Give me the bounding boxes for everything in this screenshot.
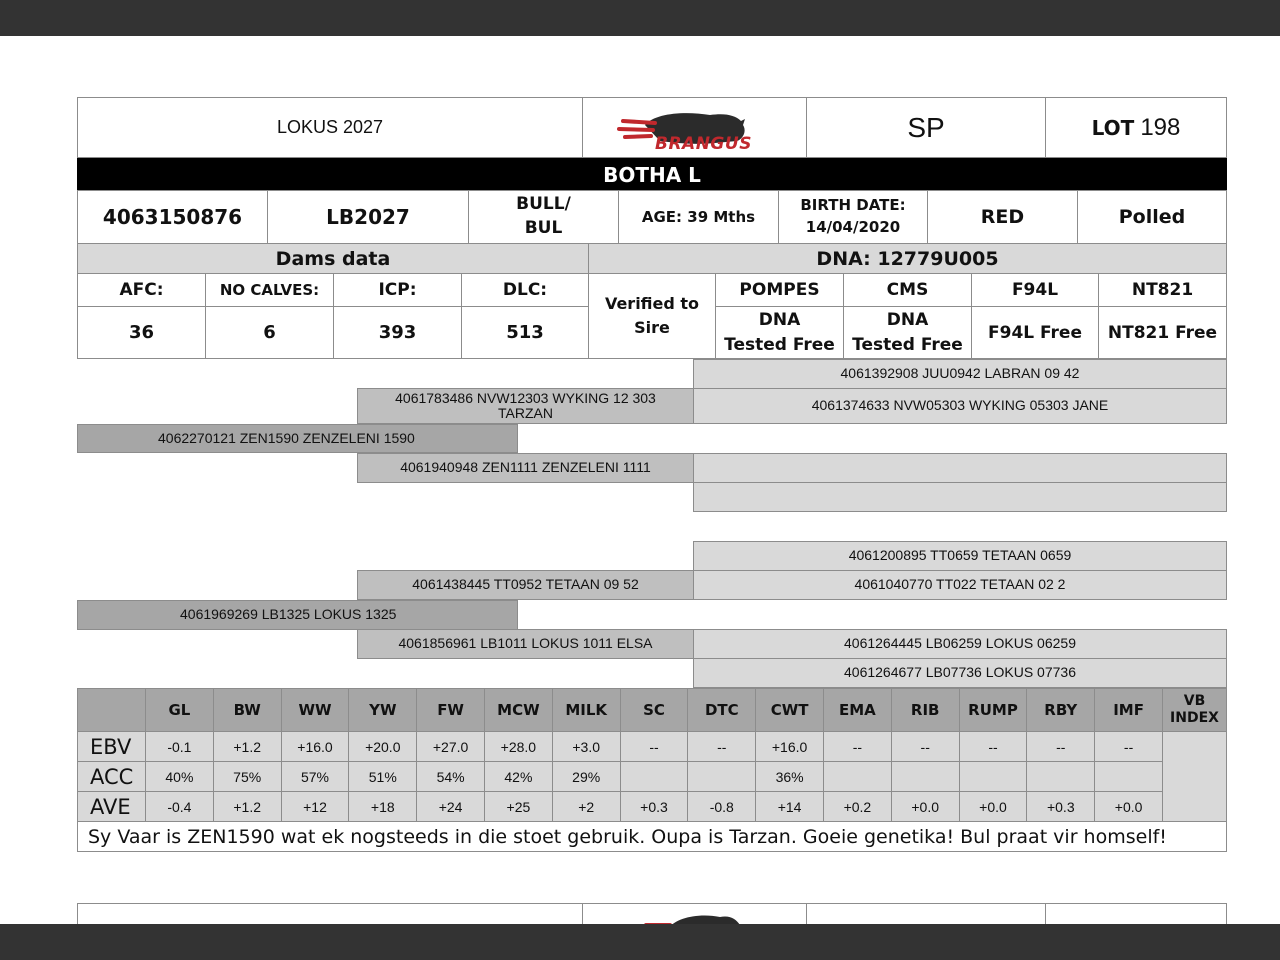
ebv-cell-text: +1.2 xyxy=(233,738,262,755)
verified-line2: Sire xyxy=(634,318,670,337)
horn-cell xyxy=(1077,190,1227,244)
breeder-name: BOTHA L xyxy=(603,162,701,187)
ebv-column-header-text: FW xyxy=(437,701,464,719)
ebv-column-header-text: GL xyxy=(168,701,191,719)
animal-name: LOKUS 2027 xyxy=(276,117,384,137)
ebv-cell xyxy=(891,731,960,762)
test-result-cms xyxy=(843,306,972,359)
ebv-row-label-text: AVE xyxy=(90,794,131,819)
ebv-cell xyxy=(755,791,824,822)
ebv-column-header-text: MILK xyxy=(565,701,608,719)
pedigree-text: 4061856961 LB1011 LOKUS 1011 ELSA xyxy=(398,635,653,652)
dlc-label-cell xyxy=(461,273,589,307)
ebv-column-header-text: CWT xyxy=(770,701,809,719)
pedigree-text: 4061264445 LB06259 LOKUS 06259 xyxy=(844,635,1076,652)
ebv-column-header xyxy=(1094,688,1163,732)
brangus-logo xyxy=(615,103,775,153)
horn-status: Polled xyxy=(1118,206,1186,228)
ebv-cell xyxy=(959,791,1028,822)
test-result-line1: DNA xyxy=(886,309,929,330)
ebv-cell xyxy=(213,791,282,822)
ebv-header-corner xyxy=(77,688,146,732)
ebv-cell-text: +3.0 xyxy=(572,738,601,755)
ebv-cell-text: +16.0 xyxy=(297,738,333,755)
ebv-column-header xyxy=(755,688,824,732)
ebv-cell xyxy=(891,791,960,822)
ebv-cell xyxy=(823,791,892,822)
dna-label: DNA: 12779U005 xyxy=(816,247,999,270)
pedigree-sire-dam xyxy=(357,453,694,483)
ebv-column-header xyxy=(959,688,1028,732)
ebv-column-header xyxy=(891,688,960,732)
ebv-cell xyxy=(281,731,350,762)
ebv-column-header-text: RIB xyxy=(910,701,940,719)
ebv-cell xyxy=(484,761,553,792)
dams-data-label: Dams data xyxy=(275,247,391,270)
ebv-cell xyxy=(823,731,892,762)
age-cell xyxy=(618,190,779,244)
test-result-line1: DNA xyxy=(758,309,801,330)
calves-value-cell xyxy=(205,306,334,359)
ebv-column-header-text: RUMP xyxy=(968,701,1018,719)
ebv-row-label xyxy=(77,791,146,822)
sp-label: SP xyxy=(907,111,945,143)
sp-cell xyxy=(806,97,1046,158)
dlc-label: DLC: xyxy=(502,280,548,300)
afc-value-cell xyxy=(77,306,206,359)
pedigree-text: 4061200895 TT0659 TETAAN 0659 xyxy=(848,547,1072,564)
lot-cell xyxy=(1045,97,1227,158)
icp-label-cell xyxy=(333,273,462,307)
pedigree-text: 4061040770 TT022 TETAAN 02 2 xyxy=(854,576,1066,593)
ebv-cell-text: -- xyxy=(920,738,930,755)
ebv-cell xyxy=(959,731,1028,762)
ebv-cell xyxy=(416,761,485,792)
ebv-column-header xyxy=(484,688,553,732)
test-result-line1: F94L Free xyxy=(988,322,1082,343)
ebv-cell-text: 57% xyxy=(300,768,329,785)
test-result-pompes xyxy=(715,306,844,359)
pedigree-sire-dam-sire xyxy=(693,453,1227,483)
ebv-column-header xyxy=(213,688,282,732)
pedigree-dam-dam xyxy=(357,629,694,659)
ebv-cell-text: -- xyxy=(649,738,659,755)
logo-cell xyxy=(582,97,807,158)
ebv-cell xyxy=(552,791,621,822)
ebv-cell-text: -- xyxy=(1123,738,1134,755)
ebv-cell-text: +12 xyxy=(303,798,327,815)
animal-id: 4063150876 xyxy=(102,205,243,229)
birth-date: 14/04/2020 xyxy=(805,218,901,236)
ebv-cell-text: 51% xyxy=(368,768,397,785)
ebv-cell-text: +24 xyxy=(438,798,463,815)
ebv-cell xyxy=(145,791,214,822)
ebv-cell-text: +18 xyxy=(370,798,395,815)
ebv-row-label-text: ACC xyxy=(90,764,134,789)
test-label-cms xyxy=(843,273,972,307)
dlc-value: 513 xyxy=(506,322,544,343)
animal-id-cell xyxy=(77,190,268,244)
icp-label: ICP: xyxy=(378,280,417,300)
ebv-cell-text: +14 xyxy=(777,798,802,815)
ebv-column-header xyxy=(552,688,621,732)
ebv-cell xyxy=(1094,791,1163,822)
comment-cell xyxy=(77,821,1227,852)
ebv-cell-text: 40% xyxy=(165,768,194,785)
ebv-column-header-text: EMA xyxy=(839,701,876,719)
test-result-f94l xyxy=(971,306,1099,359)
test-label-f94l xyxy=(971,273,1099,307)
ebv-cell-text: -- xyxy=(852,738,863,755)
ebv-column-header-text: RBY xyxy=(1044,701,1078,719)
ebv-cell xyxy=(484,731,553,762)
animal-code-cell xyxy=(267,190,469,244)
verified-line1: Verified to xyxy=(604,294,700,313)
ebv-cell xyxy=(1026,761,1095,792)
ebv-cell xyxy=(484,791,553,822)
ebv-column-header xyxy=(1026,688,1095,732)
pedigree-dam xyxy=(77,600,518,630)
birth-date-label: BIRTH DATE: xyxy=(800,196,906,215)
pedigree-sire-sire-dam xyxy=(693,388,1227,424)
pedigree-text: 4061783486 NVW12303 WYKING 12 303 TARZAN xyxy=(395,389,656,421)
ebv-cell xyxy=(1026,731,1095,762)
test-result-line2: Tested Free xyxy=(724,334,835,355)
comment-text: Sy Vaar is ZEN1590 wat ek nogsteeds in die stoet gebruik. Oupa is Tarzan. Goeie genetika! Bul praat vir homself! xyxy=(88,825,1167,848)
lot-label: LOT xyxy=(1091,115,1135,140)
test-name: CMS xyxy=(886,280,929,300)
ebv-column-header-text: YW xyxy=(369,701,397,719)
ebv-cell-text: -0.8 xyxy=(709,798,734,815)
ebv-column-header xyxy=(687,688,756,732)
pedigree-text: 4061374633 NVW05303 WYKING 05303 JANE xyxy=(811,397,1109,414)
vb-index-value xyxy=(1162,731,1227,822)
animal-code: LB2027 xyxy=(326,205,410,229)
ebv-cell xyxy=(213,731,282,762)
test-label-pompes xyxy=(715,273,844,307)
pedigree-text: 4061940948 ZEN1111 ZENZELENI 1111 xyxy=(400,459,651,476)
ebv-cell xyxy=(552,761,621,792)
ebv-cell-text: +0.0 xyxy=(979,798,1007,815)
ebv-cell xyxy=(145,731,214,762)
ebv-cell xyxy=(1094,761,1163,792)
ebv-cell xyxy=(281,791,350,822)
ebv-cell-text: +28.0 xyxy=(500,738,537,755)
ebv-cell-text: +0.0 xyxy=(911,798,940,815)
test-name: NT821 xyxy=(1131,280,1194,300)
pedigree-dam-sire xyxy=(357,570,694,600)
top-bar xyxy=(0,0,1280,36)
pedigree-dam-dam-sire xyxy=(693,629,1227,659)
ebv-cell xyxy=(687,761,756,792)
age: AGE: 39 Mths xyxy=(641,208,756,226)
ebv-column-header xyxy=(348,688,417,732)
vb-index-label: INDEX xyxy=(1170,710,1219,726)
ebv-cell xyxy=(620,761,689,792)
ebv-cell xyxy=(416,791,485,822)
test-result-line1: NT821 Free xyxy=(1107,322,1218,343)
vb-index-header xyxy=(1162,688,1227,732)
ebv-cell xyxy=(1094,731,1163,762)
ebv-column-header-text: SC xyxy=(643,701,665,719)
pedigree-sire-sire-sire xyxy=(693,359,1227,389)
ebv-cell-text: +0.3 xyxy=(1046,798,1075,815)
lot-number: 198 xyxy=(1140,113,1181,141)
afc-label-cell xyxy=(77,273,206,307)
ebv-cell-text: +2 xyxy=(578,798,595,815)
dams-data-title xyxy=(77,243,589,274)
ebv-cell xyxy=(823,761,892,792)
ebv-cell-text: 75% xyxy=(233,768,262,785)
ebv-cell xyxy=(687,731,756,762)
ebv-cell xyxy=(755,731,824,762)
dlc-value-cell xyxy=(461,306,589,359)
ebv-cell-text: -- xyxy=(717,738,727,755)
ebv-cell-text: 54% xyxy=(436,768,465,785)
bottom-bar xyxy=(0,924,1280,960)
ebv-column-header xyxy=(416,688,485,732)
ebv-cell xyxy=(687,791,756,822)
pedigree-text: 4061392908 JUU0942 LABRAN 09 42 xyxy=(840,365,1080,382)
ebv-cell-text: +20.0 xyxy=(365,738,401,755)
ebv-column-header-text: IMF xyxy=(1113,701,1144,719)
pedigree-sire xyxy=(77,424,518,453)
logo-text: BRANGUS xyxy=(654,133,752,153)
afc-label: AFC: xyxy=(119,280,164,300)
ebv-cell xyxy=(959,761,1028,792)
ebv-column-header xyxy=(620,688,689,732)
ebv-cell-text: 36% xyxy=(775,768,804,785)
ebv-row-label xyxy=(77,761,146,792)
ebv-column-header-text: DTC xyxy=(704,701,739,719)
ebv-column-header-text: WW xyxy=(298,701,332,719)
ebv-cell xyxy=(213,761,282,792)
pedigree-dam-sire-dam xyxy=(693,570,1227,600)
ebv-cell-text: 29% xyxy=(572,768,601,785)
icp-value: 393 xyxy=(378,322,417,343)
pedigree-text: 4061264677 LB07736 LOKUS 07736 xyxy=(844,664,1076,681)
ebv-cell-text: +0.3 xyxy=(640,798,668,815)
test-label-nt821 xyxy=(1098,273,1227,307)
ebv-cell xyxy=(348,761,417,792)
calves-value: 6 xyxy=(263,322,276,343)
ebv-column-header-text: MCW xyxy=(497,701,540,719)
ebv-column-header xyxy=(145,688,214,732)
ebv-column-header xyxy=(823,688,892,732)
ebv-cell xyxy=(552,731,621,762)
ebv-cell xyxy=(348,731,417,762)
ebv-cell xyxy=(755,761,824,792)
ebv-cell-text: +27.0 xyxy=(432,738,469,755)
pedigree-sire-sire xyxy=(357,388,694,424)
ebv-cell-text: +25 xyxy=(506,798,531,815)
animal-color: RED xyxy=(980,206,1025,228)
icp-value-cell xyxy=(333,306,462,359)
ebv-cell xyxy=(620,731,689,762)
ebv-cell-text: -- xyxy=(1056,738,1066,755)
test-name: POMPES xyxy=(739,280,820,300)
ebv-column-header-text: BW xyxy=(233,701,261,719)
sex-line2: BUL xyxy=(524,218,563,238)
ebv-column-header xyxy=(281,688,350,732)
pedigree-text: 4061969269 LB1325 LOKUS 1325 xyxy=(180,606,397,623)
ebv-cell xyxy=(620,791,689,822)
color-cell xyxy=(927,190,1078,244)
pedigree-text: 4061438445 TT0952 TETAAN 09 52 xyxy=(412,576,639,593)
ebv-cell-text: +0.0 xyxy=(1114,798,1143,815)
ebv-cell xyxy=(348,791,417,822)
ebv-cell-text: +16.0 xyxy=(771,738,808,755)
verified-cell xyxy=(588,273,716,359)
calves-label: NO CALVES: xyxy=(219,281,320,299)
dna-title xyxy=(588,243,1227,274)
animal-name-cell xyxy=(77,97,583,158)
ebv-cell-text: -- xyxy=(988,738,998,755)
pedigree-text: 4062270121 ZEN1590 ZENZELENI 1590 xyxy=(158,429,415,446)
pedigree-dam-dam-dam xyxy=(693,658,1227,688)
ebv-cell xyxy=(416,731,485,762)
ebv-cell-text: -0.1 xyxy=(167,738,192,755)
ebv-cell xyxy=(891,761,960,792)
sex-line1: BULL/ xyxy=(516,194,571,215)
ebv-cell xyxy=(1026,791,1095,822)
ebv-cell-text: 42% xyxy=(504,768,533,785)
ebv-row-label-text: EBV xyxy=(90,734,132,759)
ebv-cell-text: -0.4 xyxy=(167,798,192,815)
test-result-line2: Tested Free xyxy=(852,334,963,355)
calves-label-cell xyxy=(205,273,334,307)
ebv-cell-text: +1.2 xyxy=(233,798,262,815)
test-name: F94L xyxy=(1011,280,1059,300)
birth-date-cell xyxy=(778,190,928,244)
ebv-row-label xyxy=(77,731,146,762)
ebv-cell xyxy=(281,761,350,792)
vb-index-label: VB xyxy=(1183,692,1206,709)
pedigree-dam-sire-sire xyxy=(693,541,1227,571)
sex-cell xyxy=(468,190,619,244)
afc-value: 36 xyxy=(128,322,155,343)
test-result-nt821 xyxy=(1098,306,1227,359)
breeder-bar xyxy=(77,158,1227,191)
ebv-cell-text: +0.2 xyxy=(843,798,872,815)
ebv-cell xyxy=(145,761,214,792)
pedigree-sire-dam-dam xyxy=(693,482,1227,512)
